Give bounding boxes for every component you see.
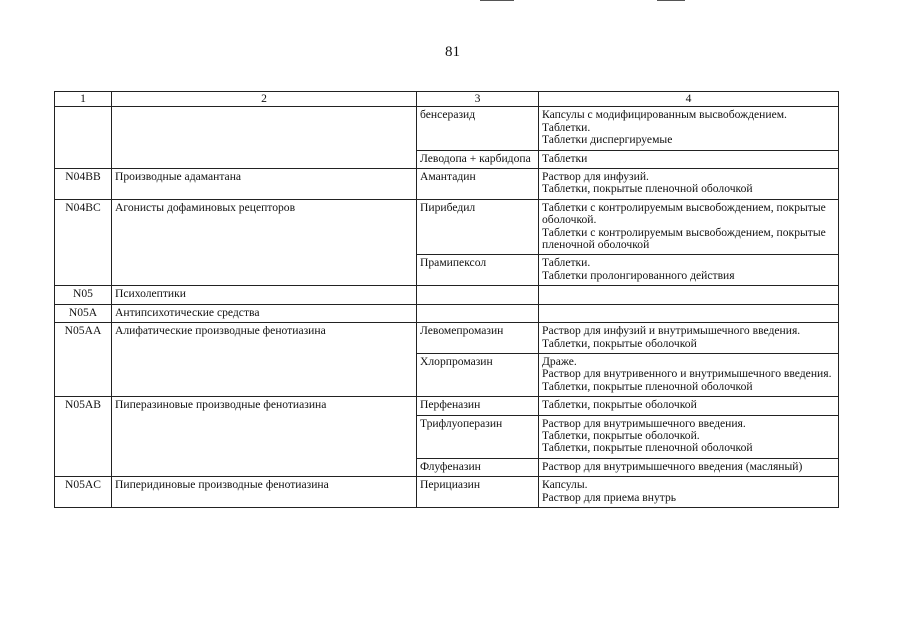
- dosage-form-line: Раствор для инфузий.: [542, 170, 649, 184]
- group-name-cell: Производные адамантана: [112, 169, 417, 200]
- dosage-form-line: Таблетки, покрытые оболочкой: [542, 336, 697, 350]
- dosage-forms-cell: [539, 150, 839, 168]
- dosage-form-line: Капсулы с модифицированным высвобождением.: [542, 108, 787, 122]
- dosage-form-line: Раствор для внутримышечного введения.: [542, 416, 746, 430]
- dosage-form-line: Драже.: [542, 354, 577, 368]
- drug-name-cell: Хлорпромазин: [417, 353, 539, 396]
- dosage-form-line: Раствор для внутривенного и внутримышечного введения.: [542, 367, 832, 381]
- drug-name-cell: [417, 304, 539, 322]
- header-cell-2: 2: [112, 92, 417, 107]
- group-name-cell: Пиперазиновые производные фенотиазина: [112, 397, 417, 477]
- dosage-form-line: Таблетки, покрытые пленочной оболочкой: [542, 441, 753, 455]
- table-row: [55, 286, 839, 304]
- atc-code-cell: N05AB: [55, 397, 112, 477]
- dosage-form-line: Таблетки, покрытые оболочкой.: [542, 428, 700, 442]
- table-row: [55, 169, 839, 200]
- dosage-forms-cell: [539, 107, 839, 150]
- table-row: [55, 323, 839, 354]
- dosage-form-line: Таблетки.: [542, 256, 591, 270]
- atc-code-cell: N04BC: [55, 199, 112, 285]
- group-name-cell: Пиперидиновые производные фенотиазина: [112, 477, 417, 508]
- dosage-form-line: Таблетки, покрытые пленочной оболочкой: [542, 379, 753, 393]
- drug-name-cell: Прамипексол: [417, 255, 539, 286]
- table-row: [55, 199, 839, 255]
- table-row: [55, 397, 839, 415]
- page-number: 81: [445, 44, 460, 60]
- dosage-form-line: Таблетки с контролируемым высвобождением, покрытые оболочкой.: [542, 200, 826, 227]
- drug-name-cell: Флуфеназин: [417, 458, 539, 476]
- drug-name-cell: Левомепромазин: [417, 323, 539, 354]
- drug-name-cell: бенсеразид: [417, 107, 539, 150]
- dosage-forms-cell: [539, 169, 839, 200]
- header-cell-1: 1: [55, 92, 112, 107]
- dosage-forms-cell: [539, 199, 839, 255]
- table-row: [55, 304, 839, 322]
- drug-name-cell: Перициазин: [417, 477, 539, 508]
- dosage-form-line: Таблетки пролонгированного действия: [542, 268, 735, 282]
- drug-name-cell: Амантадин: [417, 169, 539, 200]
- dosage-forms-cell: [539, 255, 839, 286]
- atc-code-cell: N04BB: [55, 169, 112, 200]
- group-name-cell: Антипсихотические средства: [112, 304, 417, 322]
- dosage-form-line: Раствор для инфузий и внутримышечного введения.: [542, 324, 801, 338]
- dosage-forms-cell: [539, 397, 839, 415]
- group-name-cell: Алифатические производные фенотиазина: [112, 323, 417, 397]
- group-name-cell: Психолептики: [112, 286, 417, 304]
- dosage-forms-cell: [539, 304, 839, 322]
- atc-code-cell: N05AA: [55, 323, 112, 397]
- drug-name-cell: Перфеназин: [417, 397, 539, 415]
- dosage-form-line: Раствор для приема внутрь: [542, 490, 677, 504]
- table-body: [55, 92, 839, 508]
- drug-name-cell: Пирибедил: [417, 199, 539, 255]
- dosage-form-line: Раствор для внутримышечного введения (масляный): [542, 459, 803, 473]
- scan-artifact-line: [480, 0, 514, 1]
- dosage-form-line: Таблетки диспергируемые: [542, 133, 673, 147]
- dosage-forms-cell: [539, 353, 839, 396]
- drug-list-table: [54, 91, 839, 508]
- atc-code-cell: [55, 107, 112, 169]
- atc-code-cell: N05A: [55, 304, 112, 322]
- table-row: [55, 107, 839, 150]
- table-row: [55, 477, 839, 508]
- scan-artifact-line: [657, 0, 685, 1]
- dosage-form-line: Таблетки с контролируемым высвобождением, покрытые пленочной оболочкой: [542, 225, 826, 252]
- header-cell-3: 3: [417, 92, 539, 107]
- dosage-forms-cell: [539, 458, 839, 476]
- dosage-form-line: Таблетки, покрытые пленочной оболочкой: [542, 182, 753, 196]
- table-header-row: [55, 92, 839, 107]
- group-name-cell: Агонисты дофаминовых рецепторов: [112, 199, 417, 285]
- dosage-form-line: Таблетки, покрытые оболочкой: [542, 398, 697, 412]
- drug-name-cell: [417, 286, 539, 304]
- atc-code-cell: N05AC: [55, 477, 112, 508]
- group-name-cell: [112, 107, 417, 169]
- dosage-forms-cell: [539, 477, 839, 508]
- dosage-form-line: Таблетки.: [542, 120, 591, 134]
- dosage-form-line: Таблетки: [542, 151, 588, 165]
- dosage-forms-cell: [539, 286, 839, 304]
- dosage-forms-cell: [539, 415, 839, 458]
- header-cell-4: 4: [539, 92, 839, 107]
- dosage-forms-cell: [539, 323, 839, 354]
- dosage-form-line: Капсулы.: [542, 478, 588, 492]
- atc-code-cell: N05: [55, 286, 112, 304]
- drug-name-cell: Трифлуоперазин: [417, 415, 539, 458]
- drug-name-cell: Леводопа + карбидопа: [417, 150, 539, 168]
